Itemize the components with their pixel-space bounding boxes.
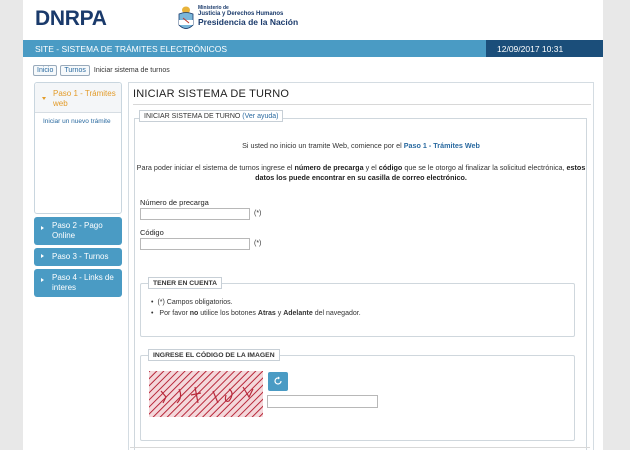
info-start-message (128, 141, 594, 150)
ministry-line2: Justicia y Derechos Humanos (198, 11, 284, 18)
sidebar-item-paso3[interactable] (34, 248, 122, 266)
notice-text-e: y (277, 310, 282, 317)
sidebar (34, 82, 122, 297)
sidebar-item-paso2[interactable] (34, 217, 122, 245)
captcha-input[interactable] (267, 395, 378, 408)
ministry-logo (177, 4, 307, 34)
notice-text-d: Atras (257, 310, 276, 317)
breadcrumb-inicio[interactable]: Inicio (33, 65, 57, 76)
sidebar-subitem-nuevo-tramite[interactable]: Iniciar un nuevo trámite (43, 118, 111, 125)
ministry-line1: Ministerio de (198, 5, 229, 11)
site-header (23, 0, 603, 40)
captcha-box (140, 352, 575, 441)
notice-box (140, 280, 575, 337)
captcha-legend: INGRESE EL CÓDIGO DE LA IMAGEN (148, 349, 280, 361)
codigo-required-mark: (*) (254, 240, 262, 247)
info-text-c: y el (365, 163, 377, 172)
info-text-f: estos datos los puede encontrar en su casilla de correo electrónico. (255, 163, 586, 182)
refresh-icon (273, 376, 283, 386)
sidebar-item-label: Paso 3 - Turnos (52, 252, 109, 261)
caret-down-icon (42, 97, 46, 100)
page-title: INICIAR SISTEMA DE TURNO (133, 88, 290, 100)
chevron-right-icon (41, 226, 44, 230)
refresh-captcha-button[interactable] (268, 372, 288, 391)
notice-text-g: del navegador. (314, 310, 361, 317)
info-instructions (134, 163, 588, 183)
info-text-e: que se le otorgo al finalizar la solicitud electrónica, (404, 163, 565, 172)
codigo-label: Código (140, 228, 164, 237)
dnrpa-logo[interactable]: DNRPA (35, 7, 107, 30)
coat-of-arms-icon (177, 5, 195, 32)
sidebar-item-label: Paso 1 - Trámites web (53, 89, 116, 108)
sidebar-item-label: Paso 4 - Links de interes (52, 273, 114, 292)
site-title: SITE - SISTEMA DE TRÁMITES ELECTRÓNICOS (35, 44, 228, 54)
precarga-required-mark: (*) (254, 210, 262, 217)
precarga-input[interactable] (140, 208, 250, 220)
breadcrumb-turnos[interactable]: Turnos (60, 65, 90, 76)
notice-text-a: Por favor (159, 310, 188, 317)
title-divider (133, 104, 591, 105)
info-text-d: código (378, 163, 403, 172)
form-legend (139, 110, 283, 122)
ministry-line3: Presidencia de la Nación (198, 16, 299, 27)
info-text-b: número de precarga (294, 163, 364, 172)
notice-item-text: (*) Campos obligatorios. (157, 299, 233, 306)
form-legend-text: INICIAR SISTEMA DE TURNO (144, 113, 241, 120)
bottom-divider (130, 447, 590, 448)
notice-legend: TENER EN CUENTA (148, 277, 222, 289)
notice-text-f: Adelante (283, 310, 313, 317)
info-start-text: Si usted no inicio un tramite Web, comience por el (242, 141, 402, 150)
notice-item-required (151, 297, 361, 308)
captcha-image (149, 371, 263, 417)
sidebar-active-panel (34, 82, 122, 214)
sidebar-item-paso1[interactable] (35, 83, 121, 113)
chevron-right-icon (41, 254, 44, 258)
notice-text-c: utilice los botones (200, 310, 256, 317)
site-title-bar (23, 40, 603, 57)
precarga-label: Número de precarga (140, 198, 209, 207)
breadcrumb (33, 64, 170, 77)
sidebar-item-label: Paso 2 - Pago Online (52, 221, 103, 240)
notice-text-b: no (189, 310, 199, 317)
datetime-display: 12/09/2017 10:31 (486, 40, 603, 57)
chevron-right-icon (41, 278, 44, 282)
info-text-a: Para poder iniciar el sistema de turnos ingrese el (136, 163, 293, 172)
help-link[interactable]: (Ver ayuda) (242, 113, 279, 120)
sidebar-item-paso4[interactable] (34, 269, 122, 297)
breadcrumb-current: Iniciar sistema de turnos (93, 67, 170, 74)
notice-list (151, 297, 361, 319)
paso1-link[interactable]: Paso 1 - Trámites Web (403, 141, 480, 150)
codigo-input[interactable] (140, 238, 250, 250)
notice-item-browser-buttons (151, 308, 361, 319)
